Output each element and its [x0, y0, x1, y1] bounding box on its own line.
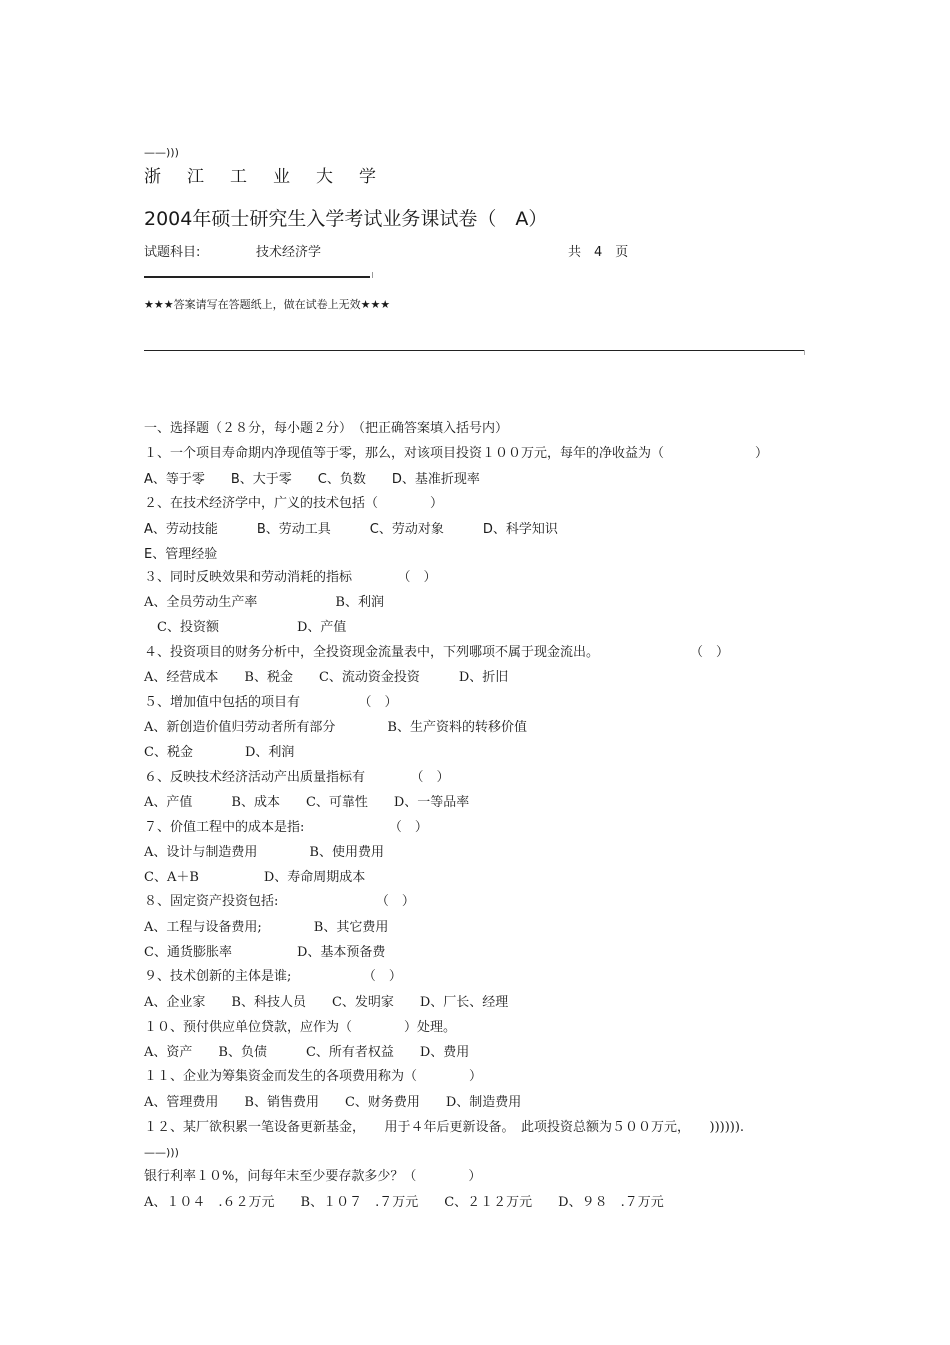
question-line: １１、企业为筹集资金而发生的各项费用称为（ ）: [144, 1069, 483, 1084]
underline-tick: [372, 272, 373, 278]
option-line: E、管理经验: [144, 547, 218, 562]
option-line: A、工程与设备费用; B、其它费用: [144, 920, 389, 935]
option-line: A、新创造价值归劳动者所有部分 B、生产资料的转移价值: [144, 720, 527, 735]
question-line: １０、预付供应单位贷款，应作为（ ）处理。: [144, 1020, 457, 1035]
option-line: C、通货膨胀率 D、基本预备费: [144, 945, 386, 960]
divider-tick: [804, 350, 805, 355]
question-line: ４、投资项目的财务分析中，全投资现金流量表中，下列哪项不属于现金流出。 （ ）: [144, 645, 730, 660]
question-line: ７、价值工程中的成本是指: （ ）: [144, 820, 428, 835]
question-line: ６、反映技术经济活动产出质量指标有 （ ）: [144, 770, 450, 785]
option-line: A、管理费用 B、销售费用 C、财务费用 D、制造费用: [144, 1095, 522, 1110]
option-line: A、等于零 B、大于零 C、负数 D、基准折现率: [144, 472, 480, 487]
option-line: A、设计与制造费用 B、使用费用: [144, 845, 384, 860]
page-break-mark: ——))): [144, 1146, 179, 1159]
option-line: A、企业家 B、科技人员 C、发明家 D、厂长、经理: [144, 995, 509, 1010]
question-line: 银行利率１０%，问每年末至少要存款多少？（ ）: [144, 1169, 482, 1184]
subject-name: 技术经济学: [256, 245, 322, 260]
university-name: 浙江工业大学: [144, 167, 402, 187]
page-count: 共 4 页: [568, 245, 629, 260]
option-line: A、全员劳动生产率 B、利润: [144, 595, 384, 610]
question-line: ５、增加值中包括的项目有 （ ）: [144, 695, 398, 710]
header-mark: ——))): [144, 146, 179, 159]
question-line: １２、某厂欲积累一笔设备更新基金， 用于４年后更新设备。 此项投资总额为５００万元， )))))).: [144, 1120, 745, 1135]
question-line: ９、技术创新的主体是谁; （ ）: [144, 969, 402, 984]
option-line: C、A＋B D、寿命周期成本: [144, 870, 366, 885]
header-underline: [144, 276, 370, 278]
question-line: １、一个项目寿命期内净现值等于零，那么，对该项目投资１００万元，每年的净收益为（ ）: [144, 446, 769, 461]
option-line: A、劳动技能 B、劳动工具 C、劳动对象 D、科学知识: [144, 522, 558, 537]
question-line: ８、固定资产投资包括: （ ）: [144, 894, 415, 909]
option-line: A、资产 B、负债 C、所有者权益 D、费用: [144, 1045, 470, 1060]
option-line: C、税金 D、利润: [144, 745, 295, 760]
notice: ★★★答案请写在答题纸上，做在试卷上无效★★★: [144, 298, 391, 311]
option-line: C、投资额 D、产值: [144, 620, 347, 635]
exam-title: 2004年硕士研究生入学考试业务课试卷（ A）: [144, 208, 548, 230]
option-line: A、１０４ .６２万元 B、１０７ .７万元 C、２１２万元 D、９８ .７万元: [144, 1195, 664, 1210]
question-line: ２、在技术经济学中，广义的技术包括（ ）: [144, 496, 444, 511]
option-line: A、经营成本 B、税金 C、流动资金投资 D、折旧: [144, 670, 509, 685]
subject-label: 试题科目:: [144, 245, 201, 260]
question-line: ３、同时反映效果和劳动消耗的指标 （ ）: [144, 570, 437, 585]
option-line: A、产值 B、成本 C、可靠性 D、一等品率: [144, 795, 470, 810]
divider-line: [144, 350, 804, 351]
section-title: 一、选择题（２８分，每小题２分） （把正确答案填入括号内）: [144, 421, 509, 436]
